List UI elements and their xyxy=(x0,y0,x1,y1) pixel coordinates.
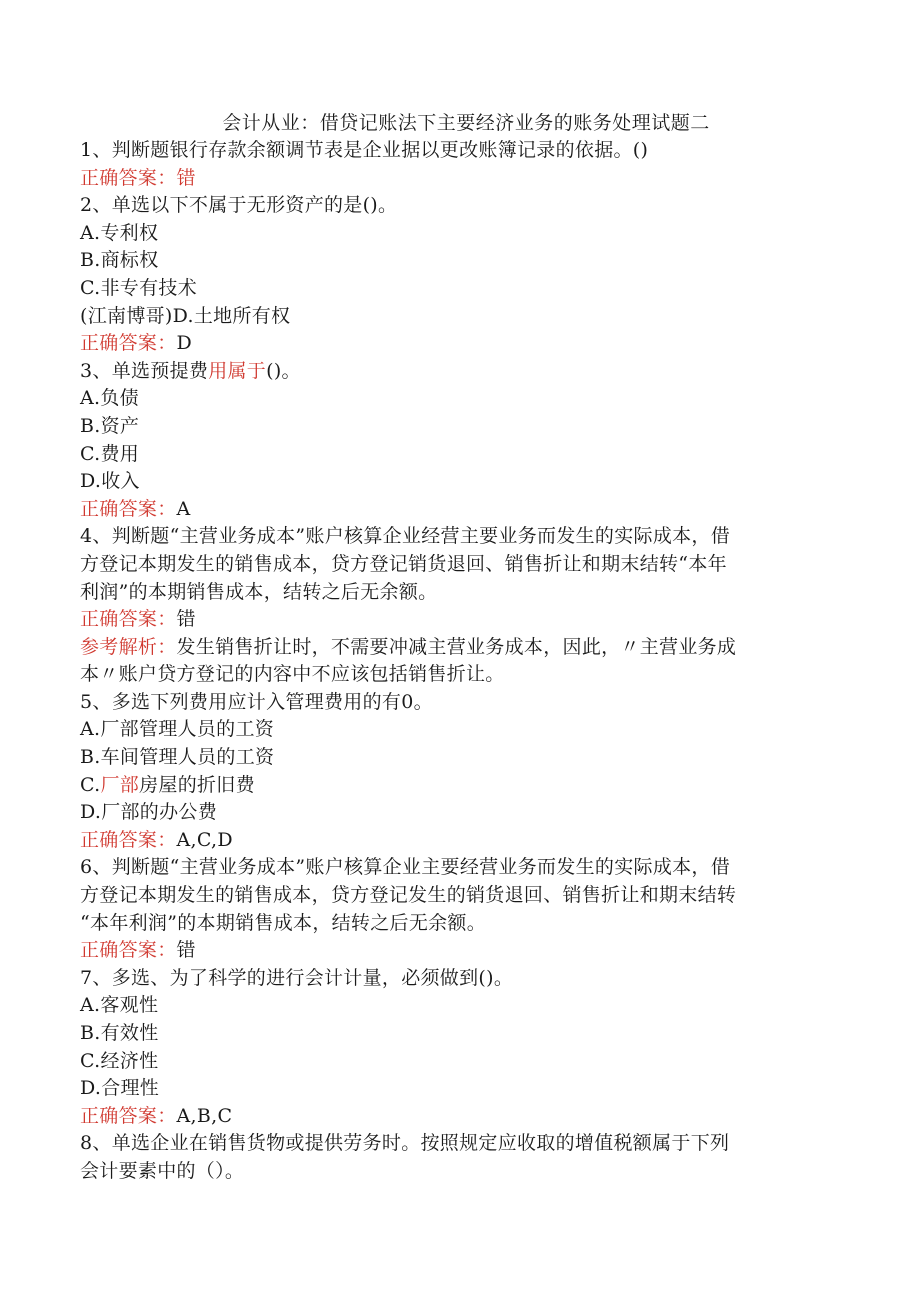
answer-label: 正确答案： xyxy=(80,166,177,189)
question-4-text-line: 利润”的本期销售成本，结转之后无余额。 xyxy=(80,580,438,603)
option xyxy=(80,772,840,800)
option: A.厂部管理人员的工资 xyxy=(80,718,275,741)
document-title: 会计从业：借贷记账法下主要经济业务的账务处理试题二 xyxy=(222,112,710,134)
option-letter: C. xyxy=(80,773,101,796)
question-3-text xyxy=(80,358,840,386)
option: C.经济性 xyxy=(80,1049,159,1072)
answer-value: A,C,D xyxy=(176,828,233,851)
question-3-answer xyxy=(80,496,840,524)
answer-value: A,B,C xyxy=(176,1104,233,1127)
answer-label: 正确答案： xyxy=(80,497,177,520)
option: C.非专有技术 xyxy=(80,276,198,299)
option: B.商标权 xyxy=(80,249,159,272)
watermark-prefix: (江南博哥) xyxy=(80,304,173,327)
question-list xyxy=(80,137,840,1186)
answer-value: D xyxy=(176,332,193,355)
question-4-analysis-cont: 本〃账户贷方登记的内容中不应该包括销售折让。 xyxy=(80,663,505,686)
question-4-text-line: 4、判断题“主营业务成本”账户核算企业经营主要业务而发生的实际成本，借 xyxy=(80,525,731,548)
answer-label: 正确答案： xyxy=(80,828,177,851)
analysis-text: 发生销售折让时，不需要冲减主营业务成本，因此，〃主营业务成 xyxy=(176,635,737,658)
question-5-text: 5、多选下列费用应计入管理费用的有0。 xyxy=(80,690,433,713)
answer-label: 正确答案： xyxy=(80,332,177,355)
question-text-highlight: 用属于 xyxy=(208,359,267,382)
question-2-answer xyxy=(80,330,840,358)
option-highlight: 厂部 xyxy=(100,773,140,796)
question-2-text: 2、单选以下不属于无形资产的是()。 xyxy=(80,194,398,217)
answer-value: 错 xyxy=(176,608,196,631)
question-text-part: ()。 xyxy=(266,359,301,382)
option xyxy=(80,303,840,331)
option: A.客观性 xyxy=(80,994,159,1017)
question-1-text: 1、判断题银行存款余额调节表是企业据以更改账簿记录的依据。() xyxy=(80,139,649,161)
question-5-answer xyxy=(80,827,840,855)
option: C.费用 xyxy=(80,442,140,465)
question-6-answer xyxy=(80,937,840,965)
question-6-text-line: “本年利润”的本期销售成本，结转之后无余额。 xyxy=(80,911,487,934)
answer-label: 正确答案： xyxy=(80,939,177,962)
answer-label: 正确答案： xyxy=(80,1104,177,1127)
question-7-text: 7、多选、为了科学的进行会计计量，必须做到()。 xyxy=(80,966,514,989)
option: B.车间管理人员的工资 xyxy=(80,746,275,769)
answer-value: 错 xyxy=(176,939,196,962)
option: B.资产 xyxy=(80,414,140,437)
question-6-text-line: 6、判断题“主营业务成本”账户核算企业主要经营业务而发生的实际成本，借 xyxy=(80,856,731,879)
answer-value: A xyxy=(176,497,191,520)
option: A.专利权 xyxy=(80,221,159,244)
option-text: D.土地所有权 xyxy=(172,304,291,327)
question-6-text-line: 方登记本期发生的销售成本，贷方登记发生的销货退回、销售折让和期末结转 xyxy=(80,884,737,907)
question-8-text-line: 会计要素中的（）。 xyxy=(80,1159,245,1182)
option: D.合理性 xyxy=(80,1077,160,1100)
answer-label: 正确答案： xyxy=(80,608,177,631)
question-4-text-line: 方登记本期发生的销售成本，贷方登记销货退回、销售折让和期末结转“本年 xyxy=(80,552,727,575)
question-1-answer xyxy=(80,165,840,193)
option: D.收入 xyxy=(80,470,140,493)
option-text: 房屋的折旧费 xyxy=(139,773,255,796)
option: A.负债 xyxy=(80,387,139,410)
question-8-text-line: 8、单选企业在销售货物或提供劳务时。按照规定应收取的增值税额属于下列 xyxy=(80,1132,730,1155)
option: D.厂部的办公费 xyxy=(80,801,217,824)
question-text-part: 3、单选预提费 xyxy=(80,359,209,382)
option: B.有效性 xyxy=(80,1022,159,1044)
question-7-answer xyxy=(80,1103,840,1131)
answer-value: 错 xyxy=(176,166,196,189)
question-4-answer xyxy=(80,606,840,634)
analysis-label: 参考解析： xyxy=(80,635,177,658)
question-4-analysis xyxy=(80,634,840,662)
